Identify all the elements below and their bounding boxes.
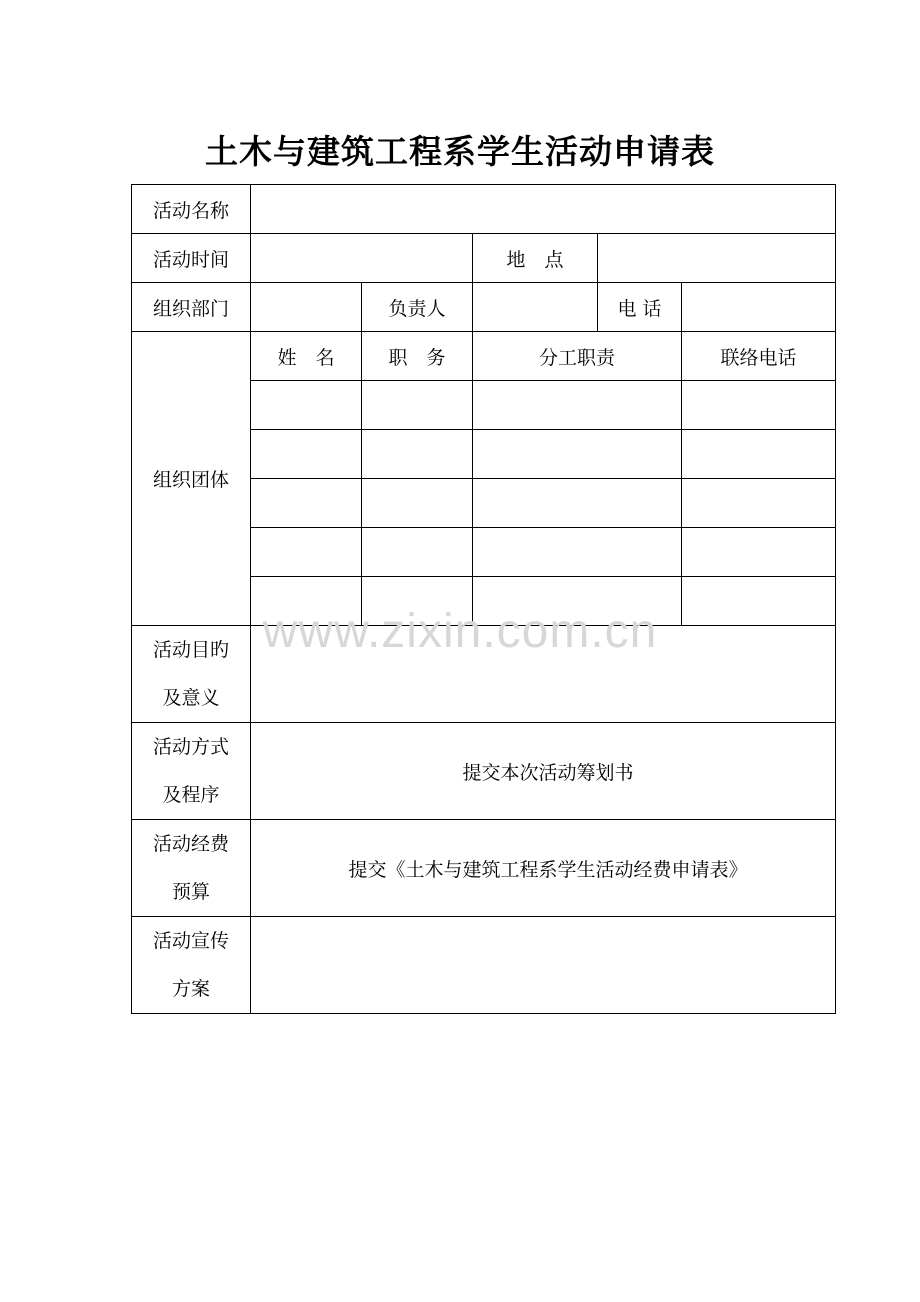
purpose-field[interactable] xyxy=(251,626,836,723)
group-header-phone: 联络电话 xyxy=(682,332,836,381)
location-label: 地 点 xyxy=(473,234,598,283)
group-cell-name[interactable] xyxy=(251,479,362,528)
group-cell-duties[interactable] xyxy=(473,479,682,528)
purpose-label-line1: 活动目旳 xyxy=(152,639,229,661)
application-form-table xyxy=(131,184,836,1014)
budget-label-line2: 预算 xyxy=(171,881,210,903)
group-cell-name[interactable] xyxy=(251,577,362,626)
budget-field[interactable]: 提交《土木与建筑工程系学生活动经费申请表》 xyxy=(251,820,836,917)
promo-label-line2: 方案 xyxy=(171,978,210,1000)
person-in-charge-field[interactable] xyxy=(473,283,598,332)
activity-name-field[interactable] xyxy=(251,185,836,234)
organizing-dept-field[interactable] xyxy=(251,283,362,332)
phone-field[interactable] xyxy=(682,283,836,332)
group-header-name: 姓 名 xyxy=(251,332,362,381)
phone-label: 电 话 xyxy=(598,283,682,332)
budget-label-line1: 活动经费 xyxy=(152,833,229,855)
group-cell-position[interactable] xyxy=(362,430,473,479)
method-label xyxy=(132,723,251,820)
organizing-dept-label: 组织部门 xyxy=(132,283,251,332)
group-cell-position[interactable] xyxy=(362,577,473,626)
activity-time-field[interactable] xyxy=(251,234,473,283)
group-cell-name[interactable] xyxy=(251,430,362,479)
method-field[interactable]: 提交本次活动筹划书 xyxy=(251,723,836,820)
group-cell-duties[interactable] xyxy=(473,528,682,577)
watermark-text: www.zixin.com.cn xyxy=(262,605,658,658)
organizing-group-label: 组织团体 xyxy=(132,332,251,626)
method-label-line1: 活动方式 xyxy=(152,736,229,758)
group-cell-duties[interactable] xyxy=(473,430,682,479)
group-cell-position[interactable] xyxy=(362,381,473,430)
form-title: 土木与建筑工程系学生活动申请表 xyxy=(205,132,715,171)
group-cell-phone[interactable] xyxy=(682,528,836,577)
purpose-label xyxy=(132,626,251,723)
group-cell-position[interactable] xyxy=(362,479,473,528)
promo-field[interactable] xyxy=(251,917,836,1014)
group-cell-phone[interactable] xyxy=(682,430,836,479)
person-in-charge-label: 负责人 xyxy=(362,283,473,332)
group-header-duties: 分工职责 xyxy=(473,332,682,381)
group-cell-duties[interactable] xyxy=(473,577,682,626)
group-cell-position[interactable] xyxy=(362,528,473,577)
group-cell-phone[interactable] xyxy=(682,479,836,528)
group-cell-phone[interactable] xyxy=(682,381,836,430)
budget-label xyxy=(132,820,251,917)
activity-time-label: 活动时间 xyxy=(132,234,251,283)
method-label-line2: 及程序 xyxy=(162,784,220,806)
group-cell-duties[interactable] xyxy=(473,381,682,430)
purpose-label-line2: 及意义 xyxy=(162,687,220,709)
group-cell-name[interactable] xyxy=(251,528,362,577)
group-cell-name[interactable] xyxy=(251,381,362,430)
location-field[interactable] xyxy=(598,234,836,283)
promo-label-line1: 活动宣传 xyxy=(152,930,229,952)
promo-label xyxy=(132,917,251,1014)
group-header-position: 职 务 xyxy=(362,332,473,381)
group-cell-phone[interactable] xyxy=(682,577,836,626)
activity-name-label: 活动名称 xyxy=(132,185,251,234)
